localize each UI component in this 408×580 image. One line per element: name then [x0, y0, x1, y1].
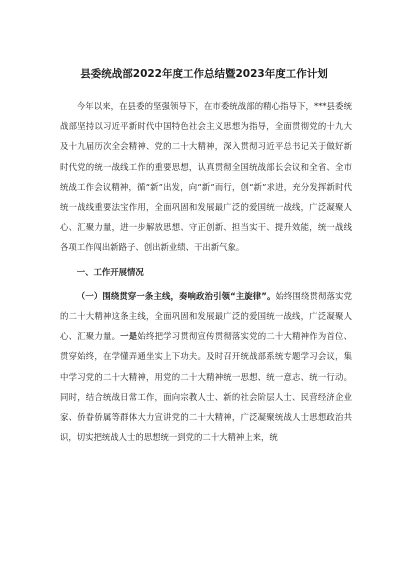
document-title: 县委统战部2022年度工作总结暨2023年度工作计划 [80, 68, 328, 80]
subsection-paragraph [60, 286, 352, 448]
subsection-lead: （一）围绕贯穿一条主线，奏响政治引领“主旋律”。 [76, 290, 276, 301]
subsection-body-2: 始终把学习贯彻宣传贯彻落实党的二十大精神作为首位、贯穿始终，在学懂弄通坐实上下功夫。及时召开统战部系统专题学习会议，集中学习党的二十大精神，用党的二十大精神统一思想、统一意志、统一行动。同时，结合统战日常工作，面向宗教人士、新的社会阶层人士、民营经济企业家、侨眷侨属等群体大力宣讲党的二十大精神，广泛凝聚统战人士思想政治共识，切实把统战人士的思想统一到党的二十大精神上来，统 [60, 331, 353, 443]
document-body [60, 96, 352, 447]
subsection-body-1: 始终围绕贯彻落实党的二十大精神这条主线，全面巩固和发展最广泛的爱国统一战线，广泛凝聚人心、汇聚力量。 [60, 290, 352, 342]
section-heading: 一、工作开展情况 [76, 266, 144, 277]
intro-paragraph: 今年以来，在县委的坚强领导下，在市委统战部的精心指导下，***县委统战部坚持以习近平新时代中国特色社会主义思想为指导，全面贯彻党的十九大及十九届历次全会精神、党的二十大精神，深入贯彻习近平总书记关于做好新时代党的统一战线工作的重要思想，认真贯彻全国统战部长会议和全省、全市统战工作会议精神，循“新”出发，向“新”而行，创“新”求进，充分发挥新时代统一战线重要法宝作用，全面巩固和发展最广泛的爱国统一战线，广泛凝聚人心、汇聚力量，进一步解放思想、守正创新、担当实干、提升效能，统一战线各项工作闯出新路子、创出新业绩、干出新气象。 [60, 101, 352, 253]
emphasis-marker: 一是 [120, 331, 138, 342]
